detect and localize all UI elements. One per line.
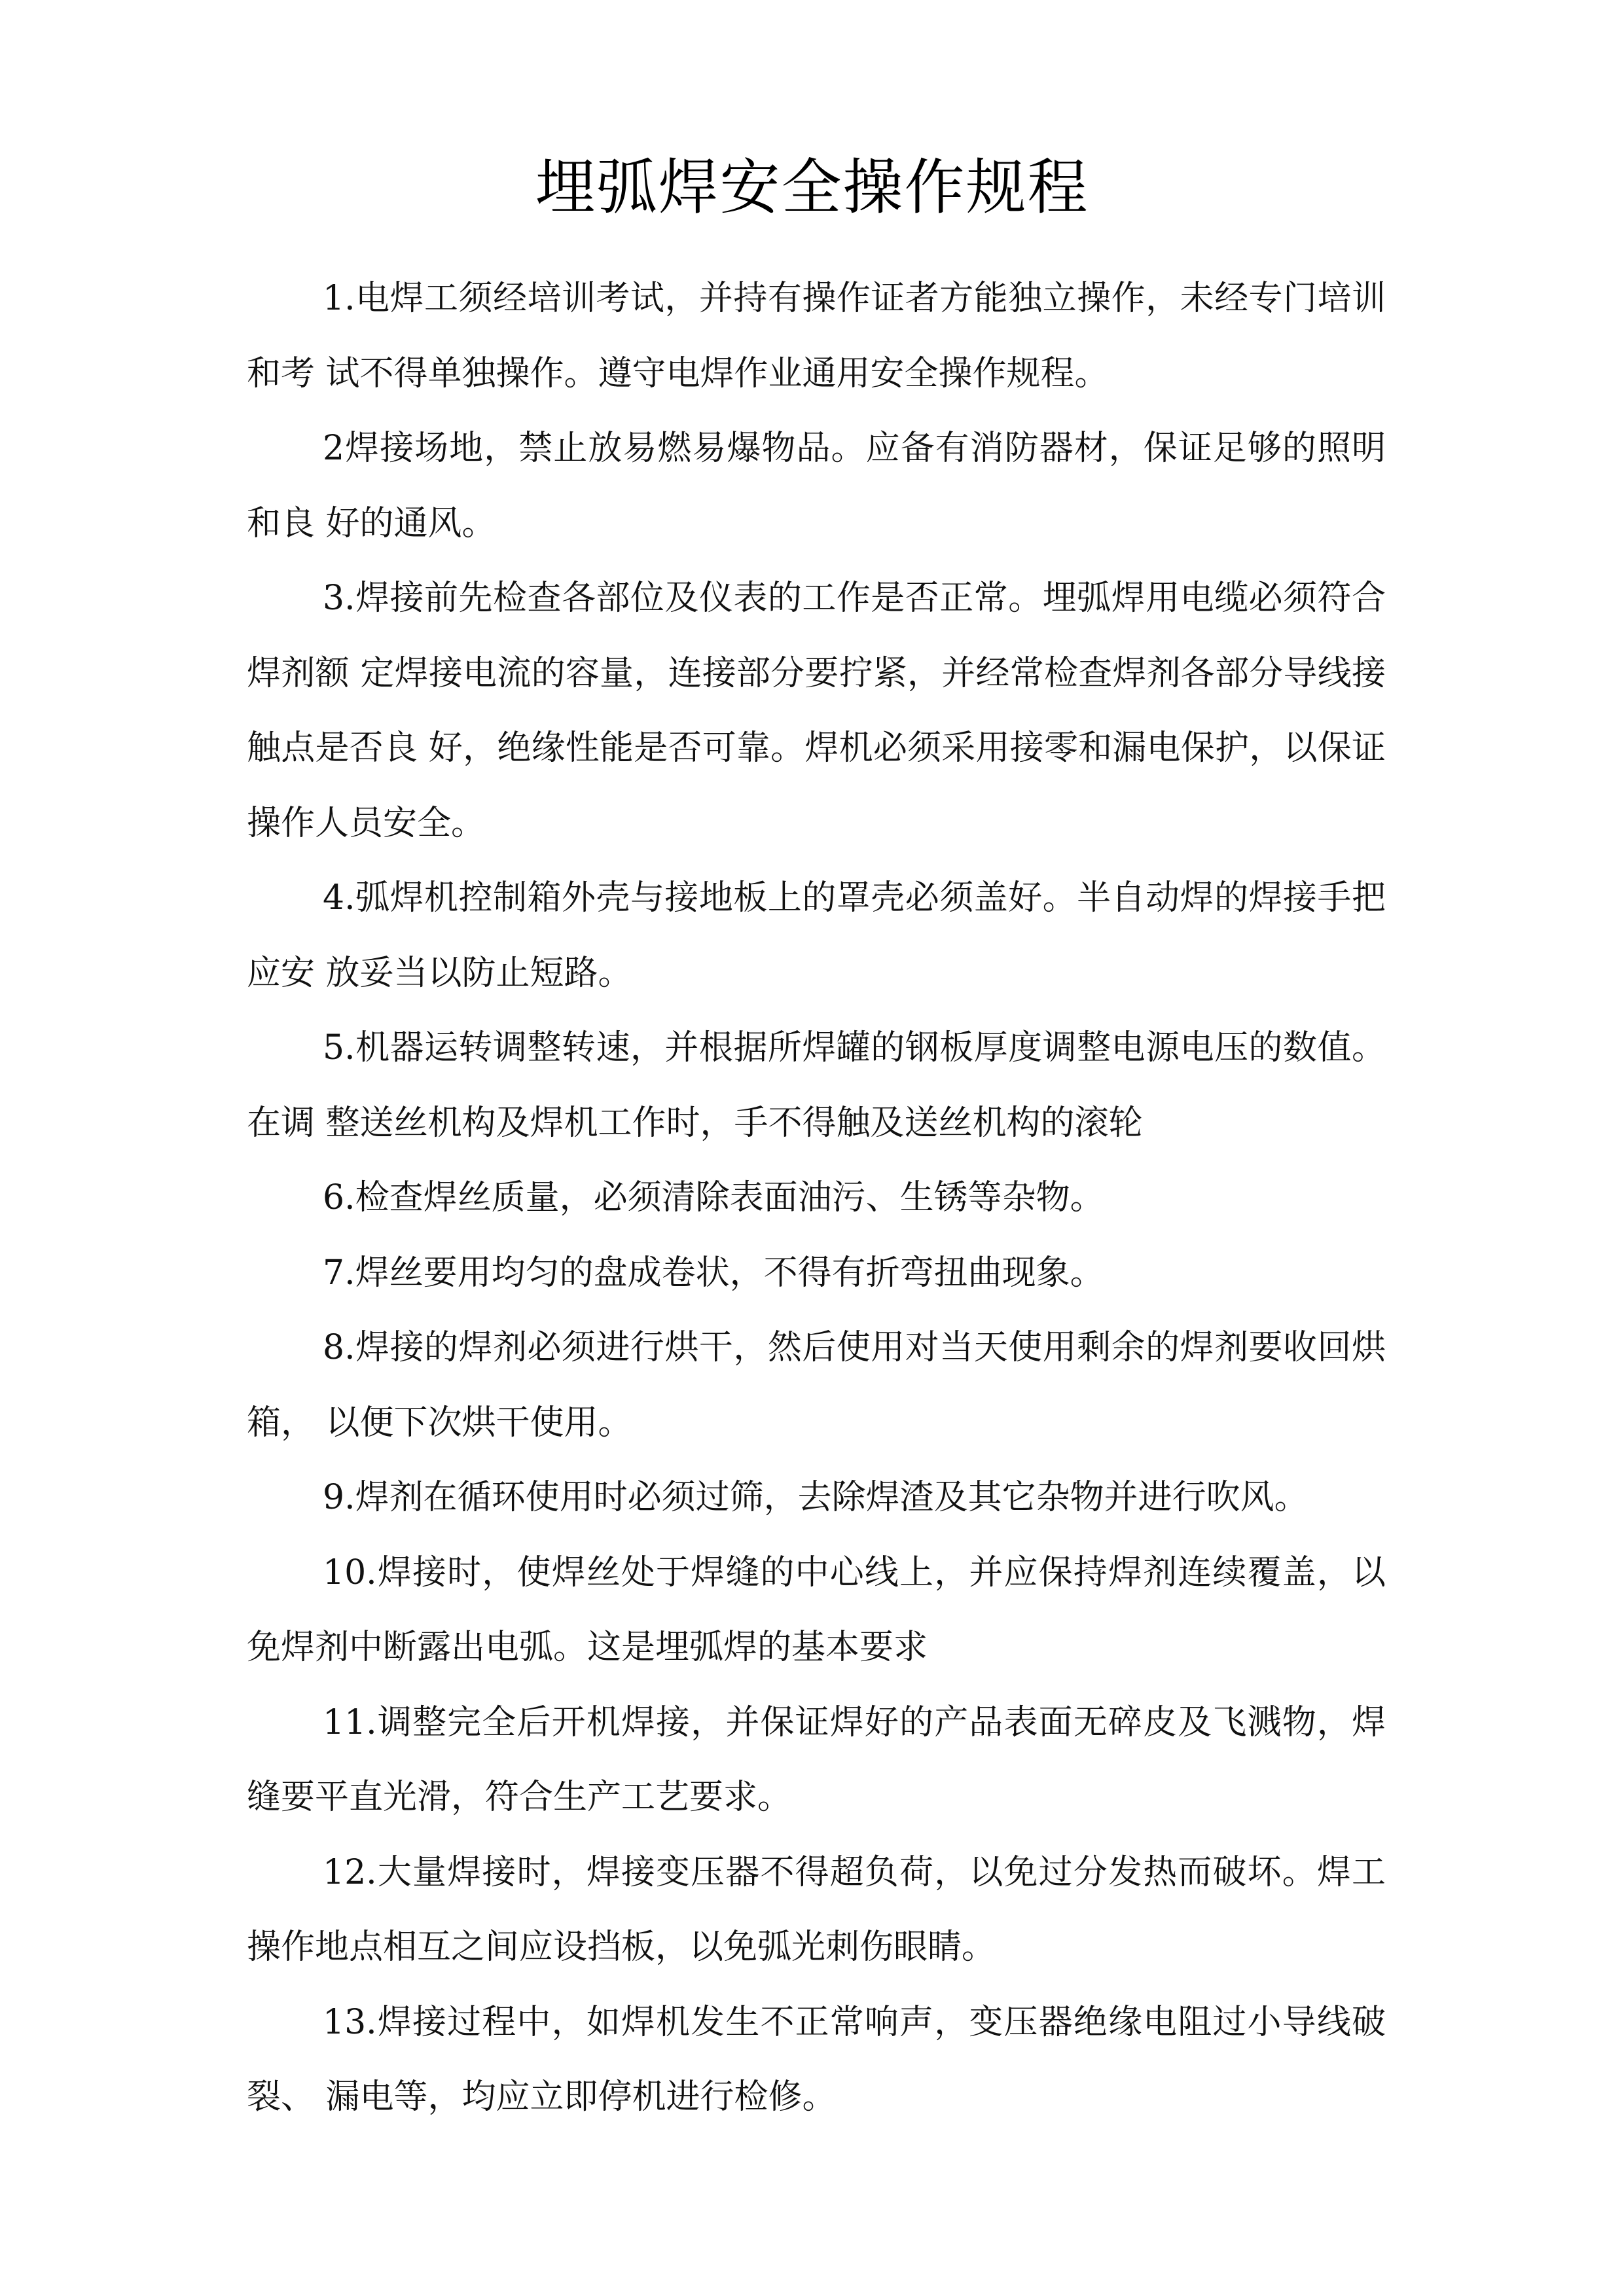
paragraph-7: 7.焊丝要用均匀的盘成卷状，不得有折弯扭曲现象。: [323, 1253, 1104, 1293]
paragraph-4: 4.弧焊机控制箱外壳与接地板上的罩壳必须盖好。半自动焊的焊接手把应安 放妥当以防止短路。: [247, 878, 1386, 993]
paragraph-1: 1.电焊工须经培训考试，并持有操作证者方能独立操作，未经专门培训和考 试不得单独操作。遵守电焊作业通用安全操作规程。: [247, 279, 1386, 393]
paragraph-5: 5.机器运转调整转速，并根据所焊罐的钢板厚度调整电源电压的数值。在调 整送丝机构及焊机工作时，手不得触及送丝机构的滚轮: [247, 1028, 1386, 1143]
paragraph-10: 10.焊接时，使焊丝处于焊缝的中心线上，并应保持焊剂连续覆盖，以免焊剂中断露出电弧。这是埋弧焊的基本要求: [247, 1552, 1386, 1667]
paragraph-6: 6.检查焊丝质量，必须清除表面油污、生锈等杂物。: [323, 1178, 1104, 1217]
paragraph-2: 2焊接场地，禁止放易燃易爆物品。应备有消防器材，保证足够的照明和良 好的通风。: [247, 429, 1386, 543]
paragraph-8: 8.焊接的焊剂必须进行烘干，然后使用对当天使用剩余的焊剂要收回烘箱， 以便下次烘干使用。: [247, 1328, 1386, 1443]
document-body: [247, 261, 1386, 2135]
paragraph-12: 12.大量焊接时，焊接变压器不得超负荷，以免过分发热而破坏。焊工操作地点相互之间应设挡板，以免弧光刺伤眼睛。: [247, 1852, 1386, 1967]
paragraph-9: 9.焊剂在循环使用时必须过筛，去除焊渣及其它杂物并进行吹风。: [323, 1478, 1308, 1517]
paragraph-11: 11.调整完全后开机焊接，并保证焊好的产品表面无碎皮及飞溅物，焊缝要平直光滑，符合生产工艺要求。: [247, 1702, 1386, 1817]
paragraph-13: 13.焊接过程中，如焊机发生不正常响声，变压器绝缘电阻过小导线破裂、 漏电等，均应立即停机进行检修。: [247, 2002, 1386, 2117]
document-title: 埋弧焊安全操作规程: [535, 152, 1089, 223]
paragraph-3: 3.焊接前先检查各部位及仪表的工作是否正常。埋弧焊用电缆必须符合焊剂额 定焊接电流的容量，连接部分要拧紧，并经常检查焊剂各部分导线接触点是否良 好，绝缘性能是否可靠。焊机必须采用接零和漏电保护，以保证操作人员安全。: [247, 579, 1386, 843]
